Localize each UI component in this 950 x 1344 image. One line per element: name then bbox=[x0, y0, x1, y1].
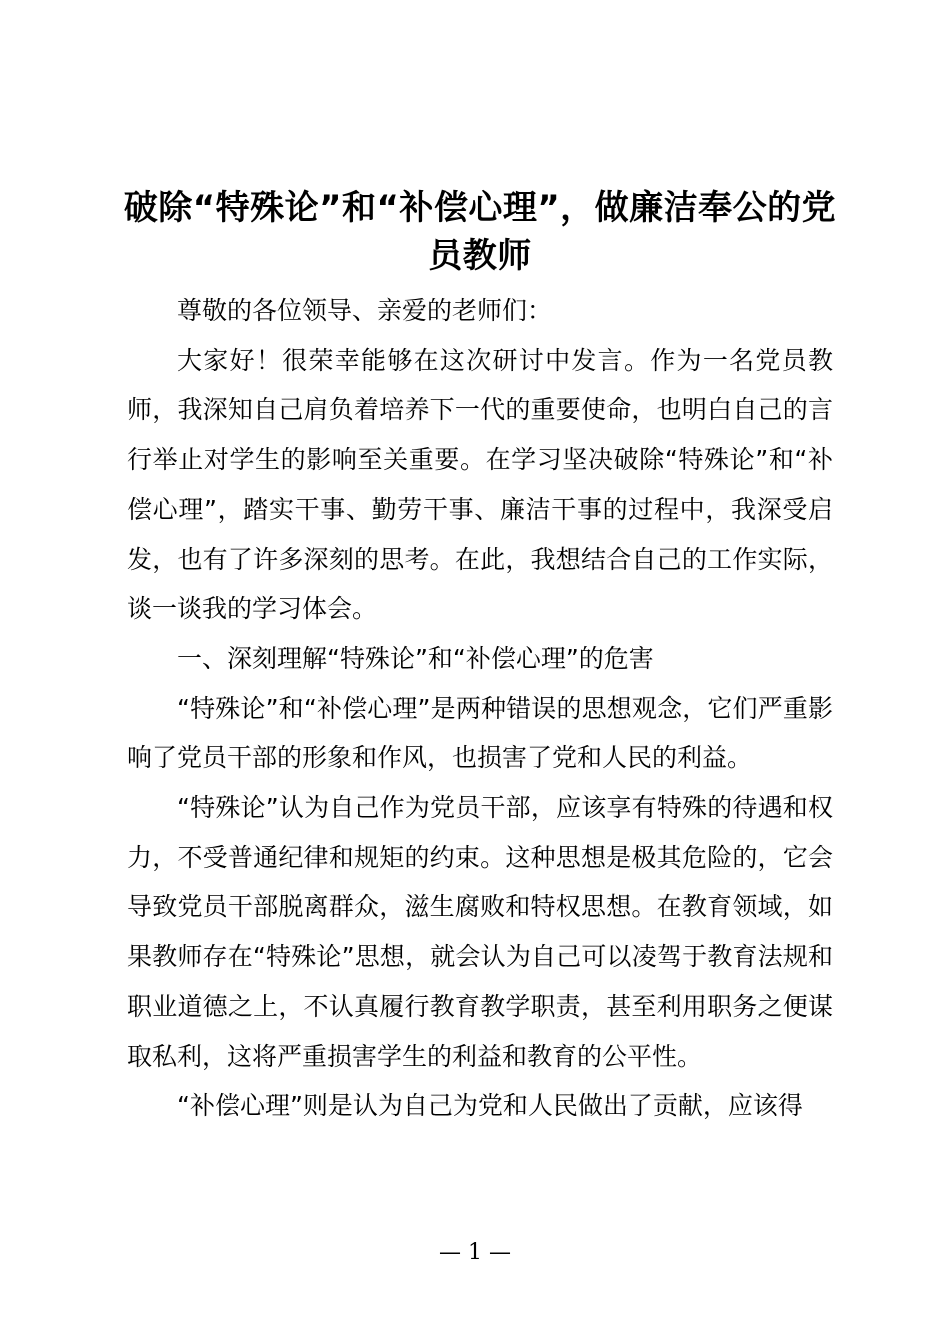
page-number: — 1 — bbox=[439, 1240, 511, 1265]
section-heading: 一、深刻理解“特殊论”和“补偿心理”的危害 bbox=[177, 643, 654, 673]
paragraph-special-theory: “特殊论”认为自己作为党员干部，应该享有特殊的待遇和权力，不受普通纪律和规矩的约束。这种思想是极其危险的，它会导致党员干部脱离群众，滋生腐败和特权思想。在教育领域，如果教师存在“特殊论”思想，就会认为自己可以凌驾于教育法规和职业道德之上，不认真履行教育教学职责，甚至利用职务之便谋取私利，这将严重损害学生的利益和教育的公平性。 bbox=[127, 793, 833, 1071]
paragraph-compensation: “补偿心理”则是认为自己为党和人民做出了贡献，应该得 bbox=[177, 1091, 803, 1121]
salutation: 尊敬的各位领导、亲爱的老师们： bbox=[177, 296, 553, 325]
document-title: 破除“特殊论”和“补偿心理”，做廉洁奉公的党员教师 bbox=[123, 188, 837, 276]
paragraph-intro: 大家好！很荣幸能够在这次研讨中发言。作为一名党员教师，我深知自己肩负着培养下一代的重要使命，也明白自己的言行举止对学生的影响至关重要。在学习坚决破除“特殊论”和“补偿心理”，踏实干事、勤劳干事、廉洁干事的过程中，我深受启发，也有了许多深刻的思考。在此，我想结合自己的工作实际，谈一谈我的学习体会。 bbox=[127, 345, 833, 624]
paragraph-overview: “特殊论”和“补偿心理”是两种错误的思想观念，它们严重影响了党员干部的形象和作风，也损害了党和人民的利益。 bbox=[127, 693, 833, 773]
document-body bbox=[127, 286, 833, 1131]
